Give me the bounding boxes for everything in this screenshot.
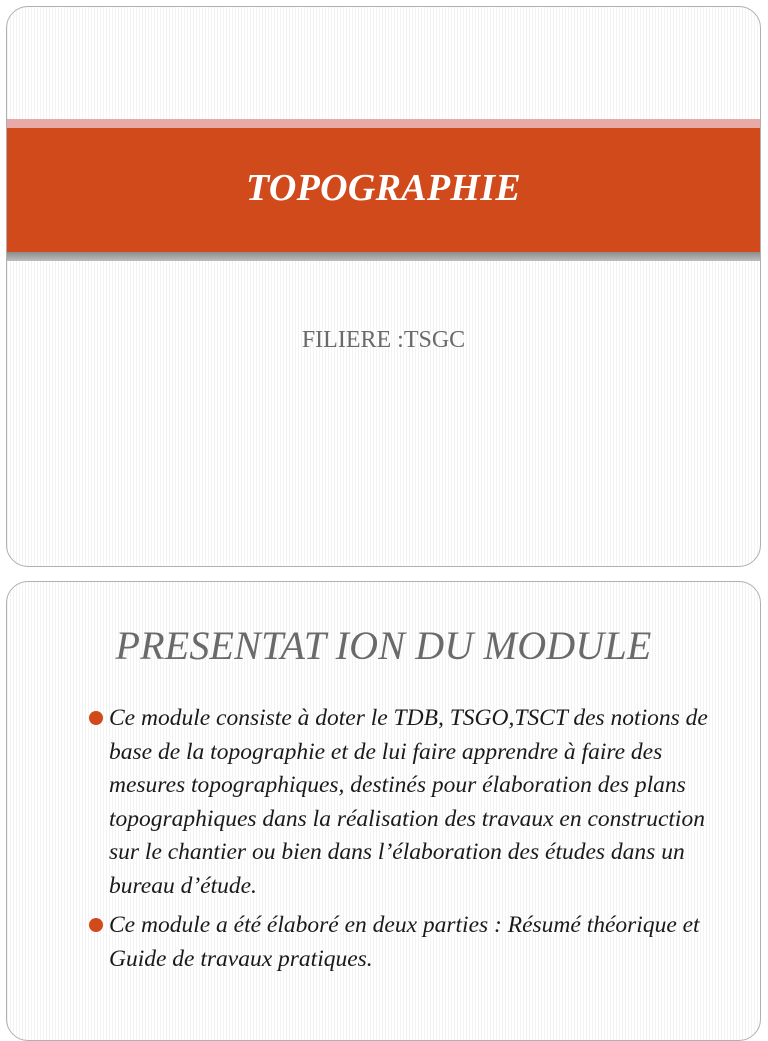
section-heading: PRESENTAT ION DU MODULE	[115, 623, 652, 668]
title-band-shadow-stripe	[7, 252, 760, 261]
bullet-dot-icon	[89, 711, 103, 725]
content-slide	[6, 581, 761, 1041]
bullet-text: Ce module consiste à doter le TDB, TSGO,TSCT des notions de base de la topographie et de lui faire apprendre à faire des mesures topographiques, destinés pour élaboration des plans topographiques dans la réalisation des travaux en construction sur le chantier ou bien dans l’élaboration des études dans un bureau d’étude.	[109, 705, 708, 899]
bullet-list	[87, 702, 727, 982]
title-band	[7, 128, 760, 252]
slide-subtitle: FILIERE :TSGC	[301, 327, 466, 353]
title-band-top-stripe	[7, 119, 760, 128]
bullet-dot-icon	[89, 918, 103, 932]
list-item	[87, 909, 727, 976]
bullet-text: Ce module a été élaboré en deux parties : Résumé théorique et Guide de travaux pratiques.	[109, 912, 700, 972]
list-item	[87, 702, 727, 903]
title-slide	[6, 6, 761, 567]
slide-title: TOPOGRAPHIE	[246, 167, 521, 209]
